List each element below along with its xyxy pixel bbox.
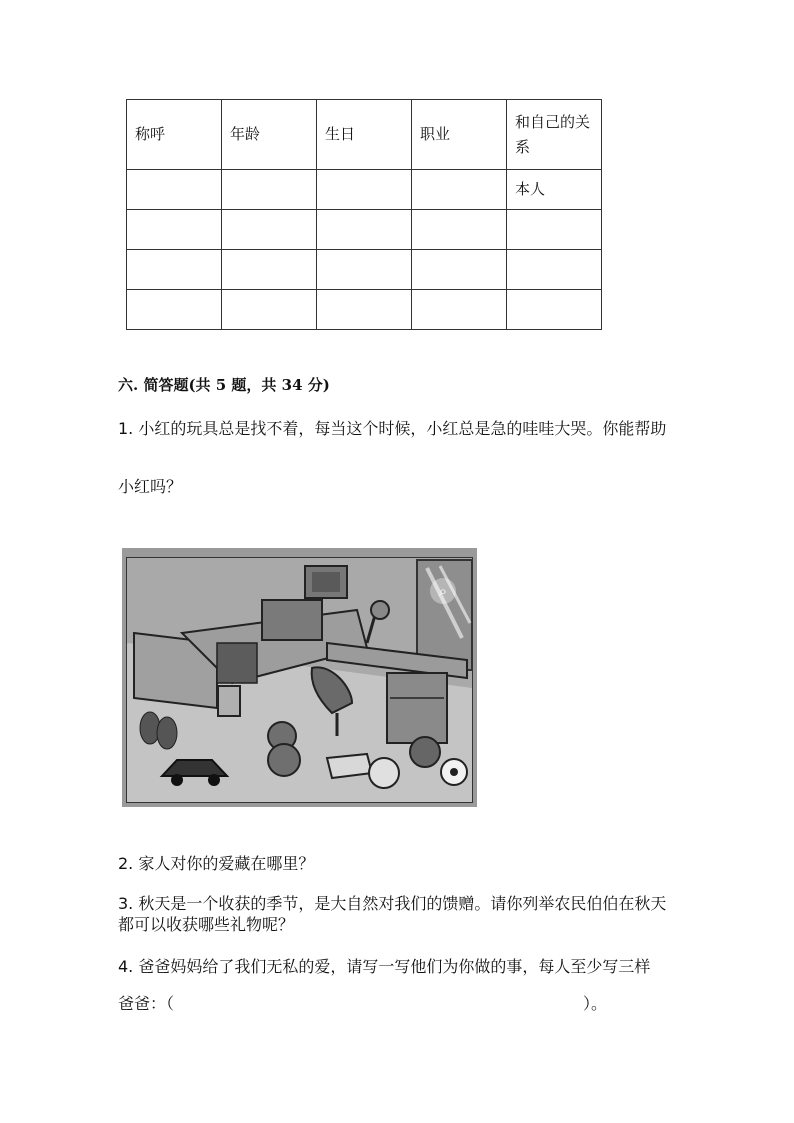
family-info-table: [126, 99, 602, 330]
table-cell[interactable]: [507, 210, 602, 250]
table-row: [127, 170, 602, 210]
section-title: 六. 简答题(共 5 题，共 34 分): [118, 376, 330, 394]
table-row: [127, 250, 602, 290]
table-cell[interactable]: [317, 210, 412, 250]
table-cell[interactable]: [127, 290, 222, 330]
table-cell[interactable]: [412, 290, 507, 330]
table-header-row: [127, 100, 602, 170]
table-cell: 本人: [507, 170, 602, 210]
header-birthday: 生日: [317, 100, 412, 170]
header-title: 称呼: [127, 100, 222, 170]
table-cell[interactable]: [222, 170, 317, 210]
table-cell[interactable]: [412, 210, 507, 250]
header-age: 年龄: [222, 100, 317, 170]
table-cell[interactable]: [412, 170, 507, 210]
table-cell[interactable]: [127, 210, 222, 250]
header-relation: 和自己的关系: [507, 100, 602, 170]
table-cell[interactable]: [317, 170, 412, 210]
table-row: [127, 210, 602, 250]
question-2: 2. 家人对你的爱藏在哪里？: [118, 854, 315, 873]
table-cell[interactable]: [507, 250, 602, 290]
table-cell[interactable]: [222, 210, 317, 250]
table-row: [127, 290, 602, 330]
question-1-line-1: 1. 小红的玩具总是找不着，每当这个时候，小红总是急的哇哇大哭。你能帮助: [118, 419, 667, 438]
table-cell[interactable]: [222, 250, 317, 290]
question-4: 4. 爸爸妈妈给了我们无私的爱，请写一写他们为你做的事，每人至少写三样: [118, 957, 651, 976]
table-cell[interactable]: [507, 290, 602, 330]
question-3-line-2: 都可以收获哪些礼物呢？: [118, 915, 295, 934]
table-cell[interactable]: [127, 250, 222, 290]
table-cell[interactable]: [317, 290, 412, 330]
question-1-line-2: 小红吗？: [118, 477, 183, 496]
father-answer-blank[interactable]: [190, 991, 575, 1013]
messy-room-illustration: [122, 548, 477, 807]
header-job: 职业: [412, 100, 507, 170]
table-cell[interactable]: [222, 290, 317, 330]
table-cell[interactable]: [412, 250, 507, 290]
table-cell[interactable]: [127, 170, 222, 210]
room-drawing: [122, 548, 477, 807]
magnifier-icon[interactable]: ⌕: [430, 578, 456, 604]
father-close: ）。: [583, 994, 608, 1013]
question-3-line-1: 3. 秋天是一个收获的季节，是大自然对我们的馈赠。请你列举农民伯伯在秋天: [118, 894, 667, 913]
father-label: 爸爸：（: [118, 994, 175, 1013]
table-cell[interactable]: [317, 250, 412, 290]
